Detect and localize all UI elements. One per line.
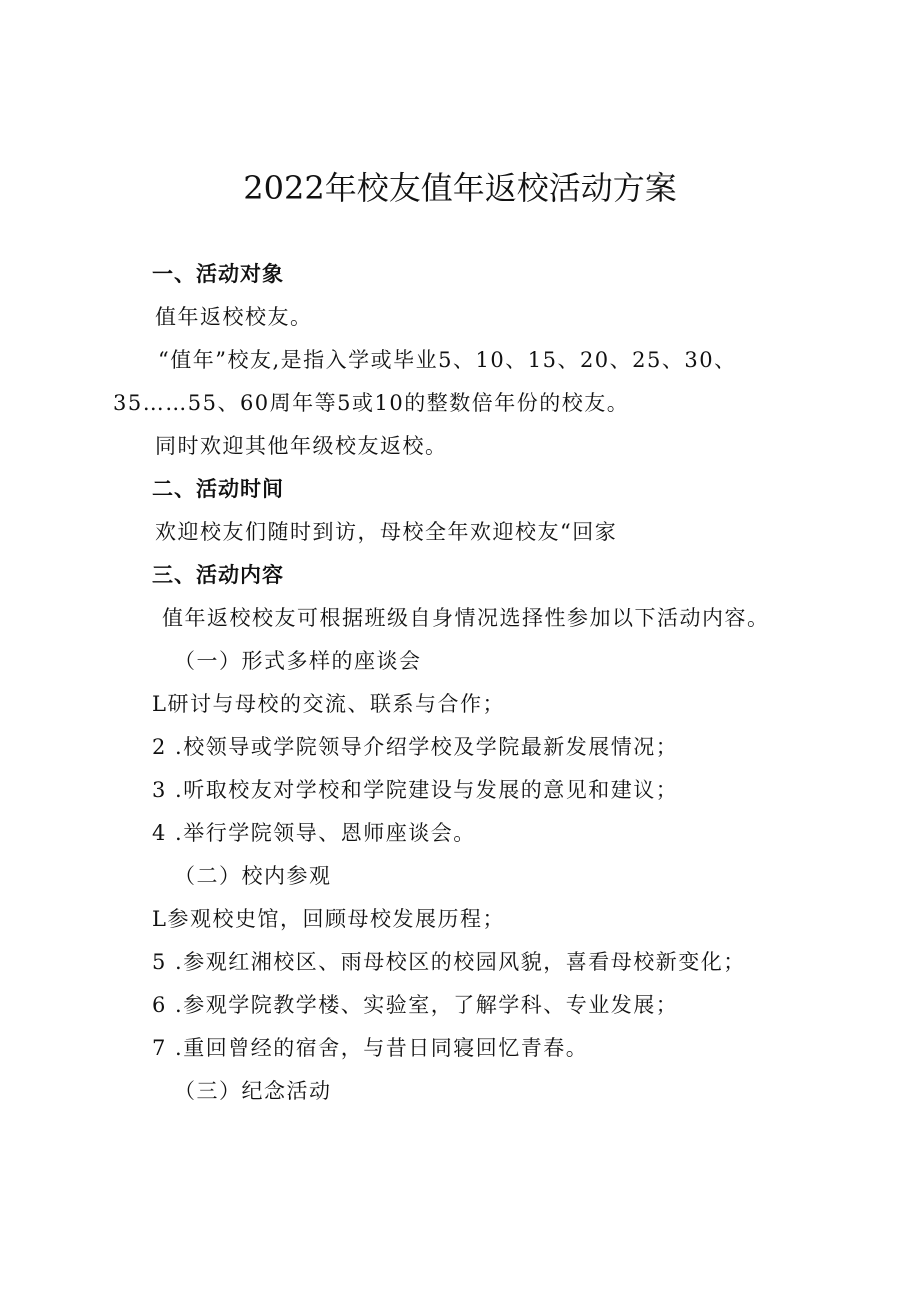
list-item: 4 .举行学院领导、恩师座谈会。 xyxy=(152,821,476,845)
paragraph: 值年返校校友可根据班级自身情况选择性参加以下活动内容。 xyxy=(162,606,770,630)
section-heading-activity-target: 一、活动对象 xyxy=(152,262,284,286)
list-item: L参观校史馆，回顾母校发展历程； xyxy=(152,907,505,931)
paragraph: 35……55、60周年等5或10的整数倍年份的校友。 xyxy=(113,391,630,415)
list-item: 3 .听取校友对学校和学院建设与发展的意见和建议； xyxy=(152,778,679,802)
subsection-heading-forums: （一）形式多样的座谈会 xyxy=(174,649,422,673)
section-heading-activity-content: 三、活动内容 xyxy=(152,563,284,587)
paragraph: 值年返校校友。 xyxy=(155,305,313,329)
paragraph: 欢迎校友们随时到访，母校全年欢迎校友“回家 xyxy=(155,520,618,544)
list-item: 5 .参观红湘校区、雨母校区的校园风貌，喜看母校新变化； xyxy=(152,950,746,974)
list-item: L研讨与母校的交流、联系与合作； xyxy=(152,692,505,716)
paragraph: 同时欢迎其他年级校友返校。 xyxy=(155,434,448,458)
list-item: 2 .校领导或学院领导介绍学校及学院最新发展情况； xyxy=(152,735,679,759)
list-item: 6 .参观学院教学楼、实验室，了解学科、专业发展； xyxy=(152,993,679,1017)
subsection-heading-campus-visit: （二）校内参观 xyxy=(174,864,332,888)
subsection-heading-commemorative-activities: （三）纪念活动 xyxy=(174,1079,332,1103)
list-item: 7 .重回曾经的宿舍，与昔日同寝回忆青春。 xyxy=(152,1036,589,1060)
section-heading-activity-time: 二、活动时间 xyxy=(152,477,284,501)
paragraph: “值年”校友,是指入学或毕业5、10、15、20、25、30、 xyxy=(158,348,737,372)
document-title: 2022年校友值年返校活动方案 xyxy=(243,169,677,207)
